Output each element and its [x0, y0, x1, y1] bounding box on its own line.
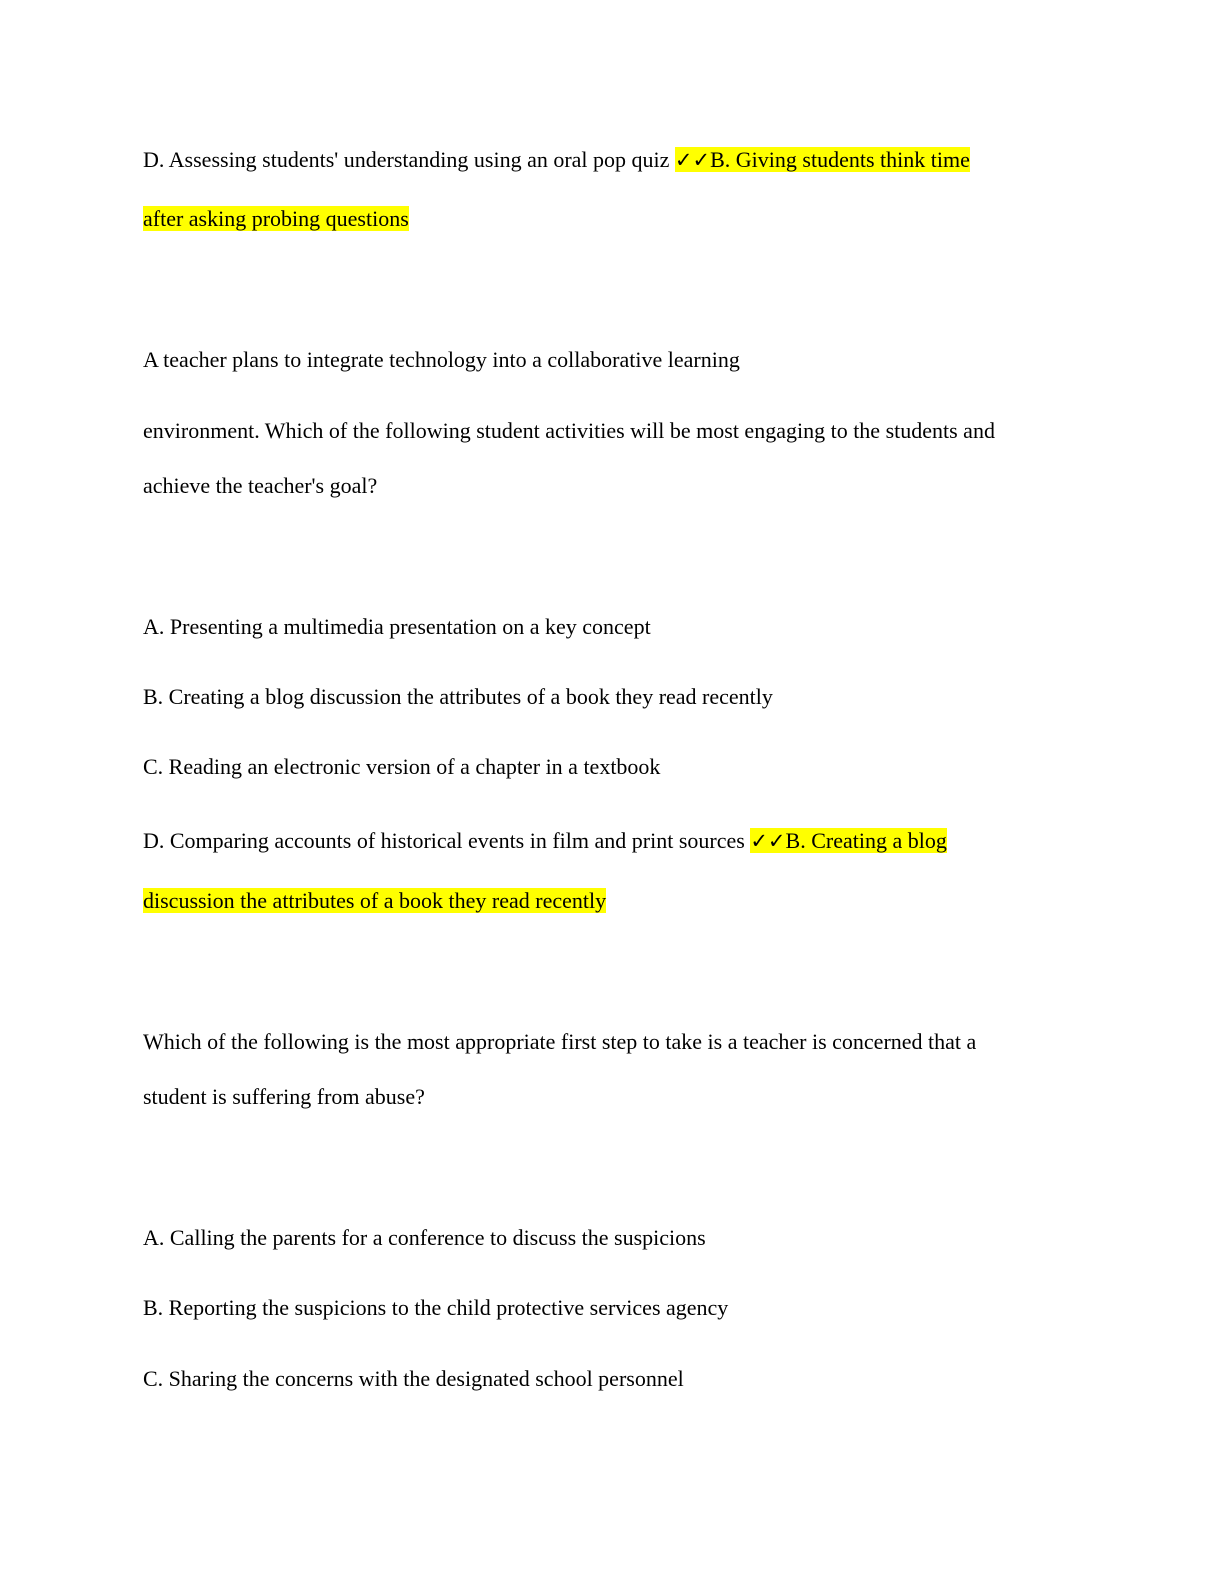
- q1-answer-line1: B. Creating a blog: [785, 828, 947, 853]
- q2-option-c: C. Sharing the concerns with the designated school personnel: [143, 1366, 684, 1391]
- q1-option-c: C. Reading an electronic version of a chapter in a textbook: [143, 754, 661, 779]
- q1-option-b: B. Creating a blog discussion the attributes of a book they read recently: [143, 684, 773, 709]
- q2-question-line1: Which of the following is the most appropriate first step to take is a teacher is concerned that a: [143, 1029, 977, 1054]
- q2-option-b: B. Reporting the suspicions to the child protective services agency: [143, 1295, 729, 1320]
- q0-answer-highlight: [675, 147, 970, 172]
- q1-question-line2: environment. Which of the following student activities will be most engaging to the students and: [143, 418, 995, 443]
- q1-answer-highlight: [750, 828, 947, 853]
- q1-question-line1: A teacher plans to integrate technology into a collaborative learning: [143, 347, 740, 372]
- q1-question-line3: achieve the teacher's goal?: [143, 473, 378, 498]
- double-check-icon: ✓✓: [750, 829, 786, 853]
- q2-question-line2: student is suffering from abuse?: [143, 1084, 425, 1109]
- q1-option-d: D. Comparing accounts of historical events in film and print sources: [143, 828, 751, 853]
- q1-option-a: A. Presenting a multimedia presentation on a key concept: [143, 614, 651, 639]
- q0-option-d: D. Assessing students' understanding using an oral pop quiz: [143, 147, 675, 172]
- q0-answer-line2: after asking probing questions: [143, 206, 409, 231]
- q2-option-a: A. Calling the parents for a conference to discuss the suspicions: [143, 1225, 706, 1250]
- q0-answer-line1: B. Giving students think time: [710, 147, 970, 172]
- q0-option-d-line: [143, 145, 970, 175]
- double-check-icon: ✓✓: [674, 148, 711, 172]
- q1-answer-line2: discussion the attributes of a book they read recently: [143, 888, 607, 913]
- q1-option-d-line: [143, 826, 947, 856]
- q0-answer-line2-row: [143, 204, 409, 234]
- q1-answer-line2-row: [143, 886, 606, 916]
